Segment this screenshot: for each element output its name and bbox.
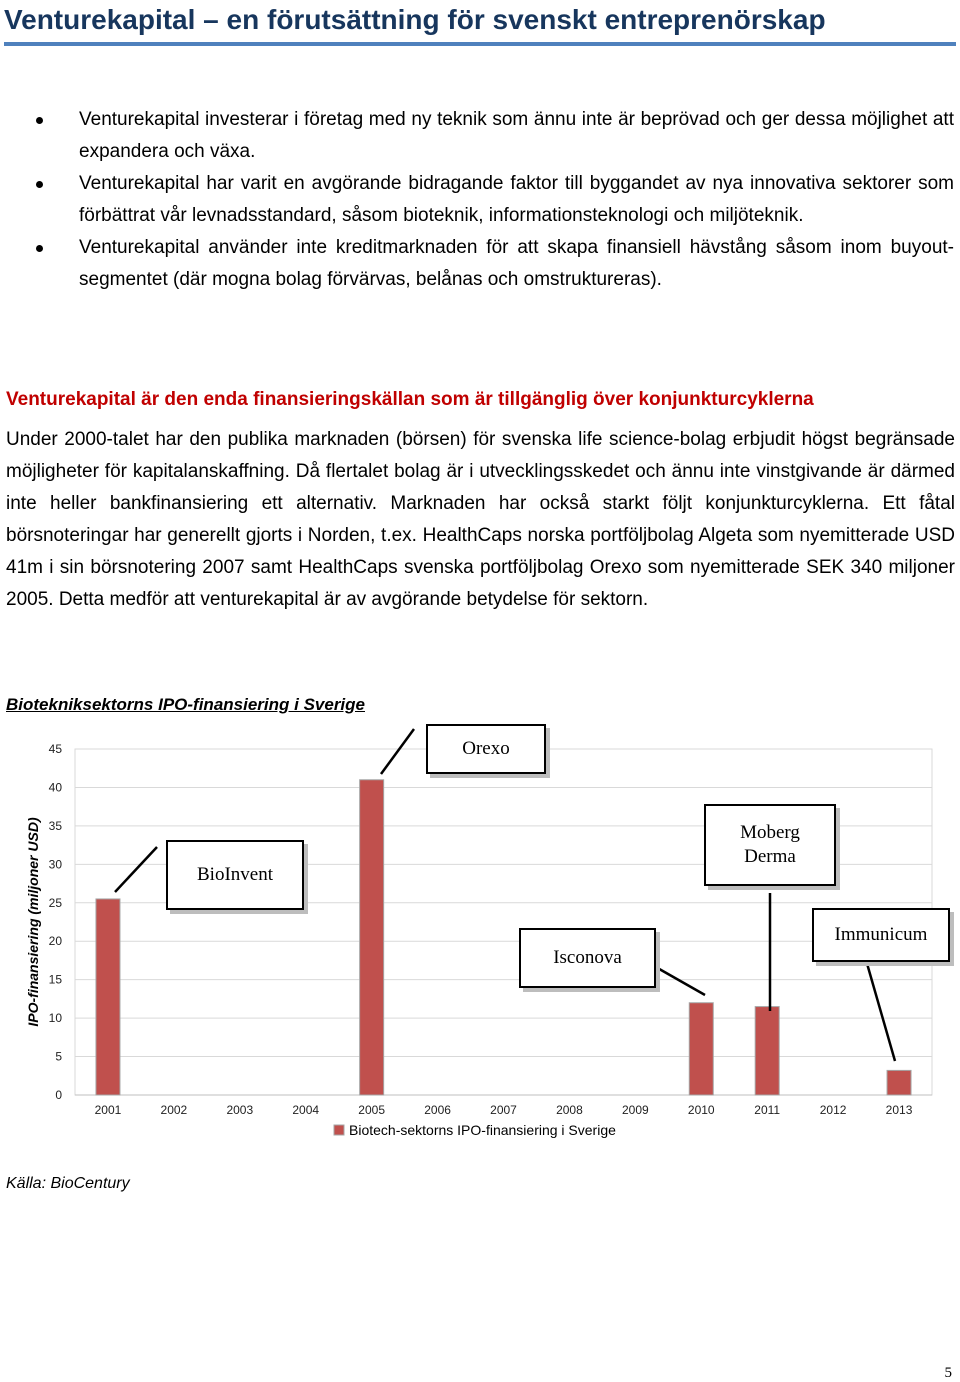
bullet-text: Venturekapital investerar i företag med ny teknik som ännu inte är beprövad och ger dessa möjlighet att expandera och växa. xyxy=(79,109,954,162)
legend-swatch xyxy=(334,1125,344,1135)
callout-immunicum: Immunicum xyxy=(812,908,950,962)
x-tick-label: 2013 xyxy=(885,1103,913,1117)
section-heading: Venturekapital är den enda finansieringskällan som är tillgänglig över konjunkturcyklerna xyxy=(6,389,814,410)
bullet-dot-icon xyxy=(36,117,43,124)
y-tick-label: 20 xyxy=(48,934,62,949)
callout-orexo: Orexo xyxy=(426,724,546,774)
page-title: Venturekapital – en förutsättning för svenskt entreprenörskap xyxy=(4,0,956,46)
bullet-list xyxy=(0,104,960,296)
x-tick-label: 2003 xyxy=(226,1103,254,1117)
bar xyxy=(755,1007,779,1095)
x-tick-label: 2006 xyxy=(424,1103,451,1117)
y-tick-label: 40 xyxy=(48,780,62,795)
x-tick-label: 2005 xyxy=(358,1103,386,1117)
x-tick-label: 2001 xyxy=(94,1103,122,1117)
y-tick-label: 15 xyxy=(48,972,62,987)
callout-bioinvent: BioInvent xyxy=(166,840,304,910)
x-tick-label: 2010 xyxy=(687,1103,715,1117)
x-tick-label: 2002 xyxy=(160,1103,188,1117)
body-paragraph: Under 2000-talet har den publika marknaden (börsen) för svenska life science-bolag erbjudit högst begränsade möjligheter för kapitalanskaffning. Då flertalet bolag är i utvecklingsskedet och ännu inte vinstgivande är därmed inte heller bankfinansiering ett alternativ. Marknaden har också starkt följt konjunkturcyklerna. Ett fåtal börsnoteringar har generellt gjorts i Norden, t.ex. HealthCaps norska portföljbolag Algeta som nyemitterade USD 41m i sin börsnotering 2007 samt HealthCaps svenska portföljbolag Orexo som nyemitterade SEK 340 miljoner 2005. Detta medför att venturekapital är av avgörande betydelse för sektorn. xyxy=(6,429,955,610)
callout-moberg-derma: Moberg Derma xyxy=(704,804,836,886)
plot-area-frame xyxy=(75,749,932,1095)
page-number: 5 xyxy=(944,1365,952,1381)
source-note: Källa: BioCentury xyxy=(6,1175,130,1192)
y-tick-label: 10 xyxy=(48,1011,62,1026)
y-axis-label: IPO-finansiering (miljoner USD) xyxy=(25,817,41,1027)
y-tick-label: 35 xyxy=(48,818,62,833)
bar xyxy=(887,1070,911,1095)
callout-leader-line xyxy=(654,966,705,995)
y-tick-label: 30 xyxy=(48,857,62,872)
bar xyxy=(360,780,384,1095)
bar xyxy=(689,1003,713,1095)
bullet-dot-icon xyxy=(36,245,43,252)
bullet-text: Venturekapital har varit en avgörande bidragande faktor till byggandet av nya innovativa sektorer som förbättrat vår levnadsstandard, såsom bioteknik, informationsteknologi och miljöteknik. xyxy=(79,173,954,226)
x-tick-label: 2008 xyxy=(556,1103,583,1117)
callout-leader-line xyxy=(115,847,157,892)
x-tick-label: 2009 xyxy=(621,1103,649,1117)
bullet-item xyxy=(79,104,954,168)
y-tick-label: 0 xyxy=(55,1088,62,1102)
x-tick-label: 2011 xyxy=(754,1103,781,1117)
bullet-dot-icon xyxy=(36,181,43,188)
y-tick-label: 5 xyxy=(55,1049,62,1064)
bullet-item xyxy=(79,168,954,232)
bullet-item xyxy=(79,232,954,296)
chart-heading: Biotekniksektorns IPO-finansiering i Sverige xyxy=(6,695,365,714)
x-tick-label: 2007 xyxy=(490,1103,517,1117)
legend-label: Biotech-sektorns IPO-finansiering i Sverige xyxy=(349,1122,616,1138)
callout-leader-line xyxy=(381,729,414,774)
y-tick-label: 45 xyxy=(48,742,62,756)
y-tick-label: 25 xyxy=(48,895,62,910)
callout-isconova: Isconova xyxy=(519,928,656,988)
bullet-text: Venturekapital använder inte kreditmarknaden för att skapa finansiell hävstång såsom inom buyout-segmentet (där mogna bolag förvärvas, belånas och omstruktureras). xyxy=(79,237,954,290)
bar xyxy=(96,899,120,1095)
callout-leader-line xyxy=(866,960,895,1061)
x-tick-label: 2012 xyxy=(819,1103,847,1117)
x-tick-label: 2004 xyxy=(292,1103,320,1117)
